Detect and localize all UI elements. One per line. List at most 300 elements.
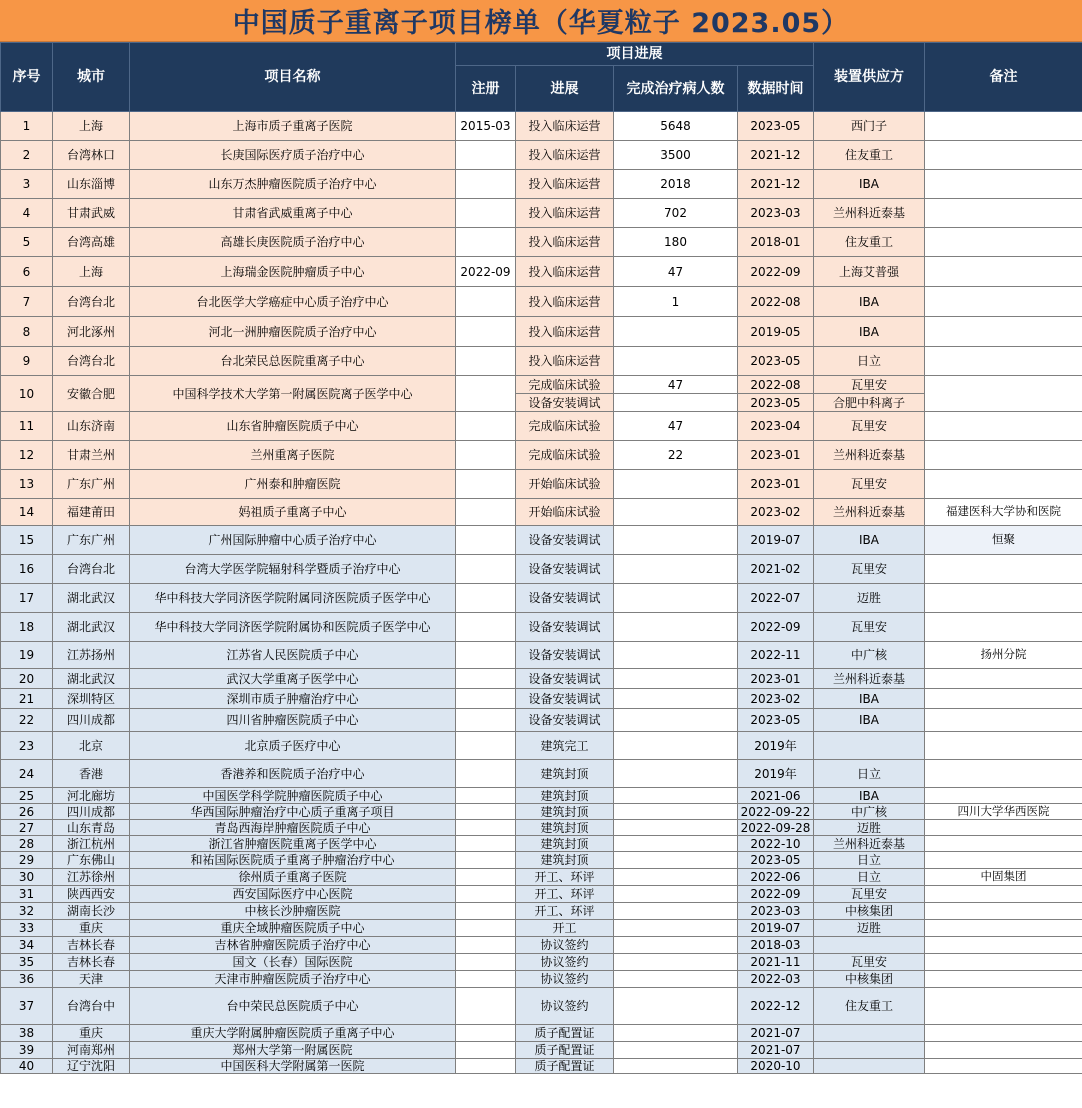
cell-reg: [456, 642, 516, 669]
cell-name: 台北荣民总医院重离子中心: [130, 347, 456, 376]
table-row: [1, 852, 1082, 869]
cell-city: 山东青岛: [53, 820, 130, 836]
cell-sup: IBA: [814, 287, 925, 317]
cell-city: 台湾台中: [53, 988, 130, 1025]
cell-prog: 开工、环评: [516, 903, 614, 920]
cell-note: [925, 170, 1082, 199]
cell-city: 上海: [53, 257, 130, 287]
cell-prog: 开工、环评: [516, 869, 614, 886]
cell-city: 湖北武汉: [53, 584, 130, 613]
cell-pat: [614, 669, 738, 689]
cell-name: 中核长沙肿瘤医院: [130, 903, 456, 920]
cell-sup: IBA: [814, 689, 925, 709]
cell-no: 15: [1, 526, 53, 555]
cell-no: 6: [1, 257, 53, 287]
cell-reg: [456, 886, 516, 903]
cell-pat: [614, 804, 738, 820]
cell-pat: 47: [614, 412, 738, 441]
cell-pat: [614, 937, 738, 954]
cell-note: [925, 1059, 1082, 1074]
cell-sup: 兰州科近泰基: [814, 441, 925, 470]
cell-city: 甘肃武威: [53, 199, 130, 228]
cell-reg: [456, 760, 516, 788]
table-row: [1, 788, 1082, 804]
cell-city: 深圳特区: [53, 689, 130, 709]
cell-no: 37: [1, 988, 53, 1025]
cell-name: 西安国际医疗中心医院: [130, 886, 456, 903]
cell-reg: [456, 869, 516, 886]
cell-time: 2023-01: [738, 470, 814, 499]
cell-note: [925, 112, 1082, 141]
cell-note: [925, 836, 1082, 852]
table-row: [1, 441, 1082, 470]
cell-name: 河北一洲肿瘤医院质子治疗中心: [130, 317, 456, 347]
cell-note: [925, 347, 1082, 376]
cell-note: [925, 937, 1082, 954]
table-body: [1, 112, 1082, 1074]
cell-sup: 中核集团: [814, 971, 925, 988]
cell-note: [925, 584, 1082, 613]
cell-pat: [614, 555, 738, 584]
cell-sup: 迈胜: [814, 820, 925, 836]
cell-time: 2022-09-28: [738, 820, 814, 836]
cell-name: 中国医科大学附属第一医院: [130, 1059, 456, 1074]
cell-prog: 开工、环评: [516, 886, 614, 903]
cell-sup: 中广核: [814, 804, 925, 820]
cell-time: 2023-02: [738, 689, 814, 709]
cell-name: 深圳市质子肿瘤治疗中心: [130, 689, 456, 709]
cell-sup: IBA: [814, 709, 925, 732]
cell-name: 台湾大学医学院辐射科学暨质子治疗中心: [130, 555, 456, 584]
cell-prog: 开工: [516, 920, 614, 937]
cell-sup: [814, 732, 925, 760]
cell-name: 郑州大学第一附属医院: [130, 1042, 456, 1059]
table-row: [1, 937, 1082, 954]
cell-city: 北京: [53, 732, 130, 760]
cell-sup: 瓦里安: [814, 555, 925, 584]
cell-pat: [614, 869, 738, 886]
cell-no: 4: [1, 199, 53, 228]
cell-name: 华西国际肿瘤治疗中心质子重离子项目: [130, 804, 456, 820]
cell-time: 2021-07: [738, 1025, 814, 1042]
table-row: [1, 1059, 1082, 1074]
cell-reg: [456, 937, 516, 954]
cell-city: 甘肃兰州: [53, 441, 130, 470]
cell-pat: [614, 760, 738, 788]
cell-time: 2022-08: [738, 287, 814, 317]
cell-note: [925, 689, 1082, 709]
cell-name: 香港养和医院质子治疗中心: [130, 760, 456, 788]
cell-reg: [456, 199, 516, 228]
cell-name: 和祐国际医院质子重离子肿瘤治疗中心: [130, 852, 456, 869]
cell-no: 9: [1, 347, 53, 376]
cell-note: [925, 376, 1082, 412]
cell-name: 北京质子医疗中心: [130, 732, 456, 760]
table-row: [1, 920, 1082, 937]
cell-time: 2023-05: [738, 394, 814, 412]
cell-note: [925, 732, 1082, 760]
cell-no: 5: [1, 228, 53, 257]
table-row: [1, 1042, 1082, 1059]
table-row: [1, 317, 1082, 347]
cell-time: 2021-11: [738, 954, 814, 971]
cell-city: 广东广州: [53, 470, 130, 499]
cell-prog: 完成临床试验: [516, 376, 614, 394]
cell-note: [925, 317, 1082, 347]
header-index: 序号: [1, 43, 53, 112]
cell-city: 浙江杭州: [53, 836, 130, 852]
table-row: [1, 886, 1082, 903]
cell-pat: 47: [614, 376, 738, 394]
cell-note: [925, 441, 1082, 470]
cell-reg: [456, 820, 516, 836]
cell-city: 山东济南: [53, 412, 130, 441]
cell-prog: 完成临床试验: [516, 412, 614, 441]
cell-name: 华中科技大学同济医学院附属协和医院质子医学中心: [130, 613, 456, 642]
cell-time: 2022-09-22: [738, 804, 814, 820]
cell-sup: 迈胜: [814, 920, 925, 937]
cell-prog: 质子配置证: [516, 1025, 614, 1042]
cell-name: 山东万杰肿瘤医院质子治疗中心: [130, 170, 456, 199]
cell-note: [925, 470, 1082, 499]
table-row: [1, 584, 1082, 613]
cell-prog: 协议签约: [516, 971, 614, 988]
cell-pat: 1: [614, 287, 738, 317]
cell-time: 2021-12: [738, 170, 814, 199]
cell-pat: [614, 613, 738, 642]
cell-prog: 建筑封顶: [516, 836, 614, 852]
cell-name: 广州泰和肿瘤医院: [130, 470, 456, 499]
cell-note: [925, 555, 1082, 584]
table-row: [1, 642, 1082, 669]
cell-note: [925, 886, 1082, 903]
cell-sup: 住友重工: [814, 228, 925, 257]
cell-name: 天津市肿瘤医院质子治疗中心: [130, 971, 456, 988]
cell-reg: [456, 788, 516, 804]
cell-sup: 住友重工: [814, 141, 925, 170]
cell-name: 国文（长春）国际医院: [130, 954, 456, 971]
cell-prog: 建筑封顶: [516, 820, 614, 836]
cell-prog: 投入临床运营: [516, 141, 614, 170]
cell-no: 8: [1, 317, 53, 347]
cell-note: [925, 1042, 1082, 1059]
header-patients: 完成治疗病人数: [614, 66, 738, 112]
cell-reg: [456, 317, 516, 347]
table-row: [1, 228, 1082, 257]
cell-pat: [614, 1042, 738, 1059]
cell-prog: 质子配置证: [516, 1042, 614, 1059]
cell-city: 上海: [53, 112, 130, 141]
cell-time: 2018-01: [738, 228, 814, 257]
cell-prog: 设备安装调试: [516, 709, 614, 732]
cell-pat: 47: [614, 257, 738, 287]
cell-time: 2022-08: [738, 376, 814, 394]
cell-city: 台湾台北: [53, 347, 130, 376]
cell-sup: 上海艾普强: [814, 257, 925, 287]
cell-time: 2022-12: [738, 988, 814, 1025]
cell-pat: 180: [614, 228, 738, 257]
cell-name: 四川省肿瘤医院质子中心: [130, 709, 456, 732]
cell-pat: [614, 886, 738, 903]
table-row: [1, 1025, 1082, 1042]
cell-no: 19: [1, 642, 53, 669]
cell-no: 39: [1, 1042, 53, 1059]
cell-prog: 投入临床运营: [516, 287, 614, 317]
cell-note: [925, 954, 1082, 971]
cell-no: 25: [1, 788, 53, 804]
cell-reg: [456, 836, 516, 852]
table-row: [1, 526, 1082, 555]
cell-city: 香港: [53, 760, 130, 788]
cell-prog: 建筑封顶: [516, 852, 614, 869]
cell-city: 吉林长春: [53, 937, 130, 954]
cell-prog: 开始临床试验: [516, 470, 614, 499]
cell-pat: [614, 642, 738, 669]
cell-no: 18: [1, 613, 53, 642]
cell-name: 兰州重离子医院: [130, 441, 456, 470]
cell-note: 四川大学华西医院: [925, 804, 1082, 820]
cell-prog: 投入临床运营: [516, 317, 614, 347]
cell-name: 华中科技大学同济医学院附属同济医院质子医学中心: [130, 584, 456, 613]
header-data-time: 数据时间: [738, 66, 814, 112]
cell-city: 四川成都: [53, 709, 130, 732]
cell-pat: [614, 836, 738, 852]
cell-time: 2022-09: [738, 886, 814, 903]
cell-no: 13: [1, 470, 53, 499]
cell-city: 四川成都: [53, 804, 130, 820]
cell-note: [925, 287, 1082, 317]
cell-city: 天津: [53, 971, 130, 988]
cell-pat: [614, 499, 738, 526]
cell-note: [925, 709, 1082, 732]
cell-time: 2019年: [738, 760, 814, 788]
cell-city: 广东佛山: [53, 852, 130, 869]
cell-no: 11: [1, 412, 53, 441]
cell-no: 35: [1, 954, 53, 971]
cell-pat: [614, 347, 738, 376]
cell-city: 安徽合肥: [53, 376, 130, 412]
cell-name: 浙江省肿瘤医院重离子医学中心: [130, 836, 456, 852]
cell-note: [925, 257, 1082, 287]
cell-city: 广东广州: [53, 526, 130, 555]
table-row: [1, 760, 1082, 788]
cell-no: 23: [1, 732, 53, 760]
cell-time: 2021-06: [738, 788, 814, 804]
cell-sup: 日立: [814, 852, 925, 869]
cell-reg: [456, 228, 516, 257]
cell-reg: [456, 376, 516, 412]
table-row: [1, 836, 1082, 852]
cell-reg: [456, 852, 516, 869]
cell-city: 重庆: [53, 920, 130, 937]
cell-pat: [614, 820, 738, 836]
cell-no: 1: [1, 112, 53, 141]
cell-pat: [614, 988, 738, 1025]
cell-reg: [456, 954, 516, 971]
cell-note: [925, 228, 1082, 257]
cell-prog: 建筑封顶: [516, 788, 614, 804]
cell-reg: [456, 1059, 516, 1074]
cell-sup: 中核集团: [814, 903, 925, 920]
project-table: [0, 42, 1082, 1074]
cell-name: 高雄长庚医院质子治疗中心: [130, 228, 456, 257]
cell-prog: 建筑封顶: [516, 804, 614, 820]
cell-name: 长庚国际医疗质子治疗中心: [130, 141, 456, 170]
cell-prog: 投入临床运营: [516, 347, 614, 376]
cell-reg: [456, 732, 516, 760]
header-supplier: 装置供应方: [814, 43, 925, 112]
table-row: [1, 732, 1082, 760]
cell-note: [925, 788, 1082, 804]
cell-prog: 完成临床试验: [516, 441, 614, 470]
cell-pat: [614, 788, 738, 804]
cell-city: 江苏徐州: [53, 869, 130, 886]
cell-prog: 设备安装调试: [516, 584, 614, 613]
table-row: [1, 347, 1082, 376]
cell-pat: [614, 732, 738, 760]
cell-time: 2021-12: [738, 141, 814, 170]
cell-pat: 22: [614, 441, 738, 470]
cell-pat: [614, 317, 738, 347]
table-title: 中国质子重离子项目榜单（华夏粒子 2023.05）: [0, 0, 1082, 42]
cell-time: 2022-09: [738, 613, 814, 642]
cell-sup: 迈胜: [814, 584, 925, 613]
cell-city: 江苏扬州: [53, 642, 130, 669]
cell-name: 中国医学科学院肿瘤医院质子中心: [130, 788, 456, 804]
cell-city: 湖北武汉: [53, 669, 130, 689]
cell-prog: 建筑封顶: [516, 760, 614, 788]
header-project: 项目名称: [130, 43, 456, 112]
cell-reg: [456, 555, 516, 584]
cell-time: 2023-03: [738, 199, 814, 228]
cell-city: 福建莆田: [53, 499, 130, 526]
cell-note: [925, 141, 1082, 170]
table-row: [1, 903, 1082, 920]
cell-pat: [614, 584, 738, 613]
cell-prog: 设备安装调试: [516, 642, 614, 669]
cell-pat: [614, 971, 738, 988]
cell-city: 辽宁沈阳: [53, 1059, 130, 1074]
cell-city: 河北廊坊: [53, 788, 130, 804]
cell-sup: 西门子: [814, 112, 925, 141]
cell-pat: [614, 852, 738, 869]
table-row: [1, 988, 1082, 1025]
cell-city: 台湾台北: [53, 287, 130, 317]
table-row: [1, 804, 1082, 820]
cell-reg: [456, 441, 516, 470]
cell-city: 湖北武汉: [53, 613, 130, 642]
table-row: [1, 689, 1082, 709]
table-row: [1, 412, 1082, 441]
cell-note: [925, 412, 1082, 441]
table-row: [1, 499, 1082, 526]
cell-no: 24: [1, 760, 53, 788]
cell-no: 29: [1, 852, 53, 869]
cell-reg: [456, 988, 516, 1025]
cell-time: 2019-07: [738, 920, 814, 937]
header-progress-group: 项目进展: [456, 43, 814, 66]
cell-sup: 兰州科近泰基: [814, 836, 925, 852]
cell-prog: 开始临床试验: [516, 499, 614, 526]
cell-prog: 设备安装调试: [516, 526, 614, 555]
cell-note: 扬州分院: [925, 642, 1082, 669]
cell-note: [925, 760, 1082, 788]
cell-reg: [456, 920, 516, 937]
cell-reg: [456, 613, 516, 642]
cell-time: 2019-05: [738, 317, 814, 347]
cell-reg: [456, 412, 516, 441]
header-progress: 进展: [516, 66, 614, 112]
cell-time: 2022-11: [738, 642, 814, 669]
cell-note: 中固集团: [925, 869, 1082, 886]
cell-time: 2023-03: [738, 903, 814, 920]
cell-pat: 702: [614, 199, 738, 228]
table-row: [1, 470, 1082, 499]
cell-city: 吉林长春: [53, 954, 130, 971]
cell-reg: 2015-03: [456, 112, 516, 141]
cell-sup: 瓦里安: [814, 376, 925, 394]
cell-reg: [456, 669, 516, 689]
cell-reg: [456, 689, 516, 709]
cell-prog: 投入临床运营: [516, 199, 614, 228]
header-city: 城市: [53, 43, 130, 112]
cell-reg: [456, 470, 516, 499]
cell-sup: IBA: [814, 170, 925, 199]
cell-name: 青岛西海岸肿瘤医院质子中心: [130, 820, 456, 836]
table-row: [1, 112, 1082, 141]
cell-pat: [614, 1059, 738, 1074]
cell-sup: IBA: [814, 317, 925, 347]
cell-reg: 2022-09: [456, 257, 516, 287]
cell-note: [925, 1025, 1082, 1042]
cell-pat: [614, 394, 738, 412]
cell-time: 2023-05: [738, 347, 814, 376]
cell-time: 2022-09: [738, 257, 814, 287]
cell-no: 27: [1, 820, 53, 836]
cell-sup: 日立: [814, 869, 925, 886]
cell-sup: 日立: [814, 760, 925, 788]
cell-reg: [456, 170, 516, 199]
cell-time: 2023-01: [738, 441, 814, 470]
cell-prog: 投入临床运营: [516, 257, 614, 287]
cell-no: 28: [1, 836, 53, 852]
table-row: [1, 869, 1082, 886]
cell-city: 山东淄博: [53, 170, 130, 199]
cell-name: 徐州质子重离子医院: [130, 869, 456, 886]
cell-name: 武汉大学重离子医学中心: [130, 669, 456, 689]
cell-no: 20: [1, 669, 53, 689]
cell-prog: 质子配置证: [516, 1059, 614, 1074]
cell-time: 2023-01: [738, 669, 814, 689]
cell-city: 重庆: [53, 1025, 130, 1042]
cell-pat: 2018: [614, 170, 738, 199]
cell-no: 32: [1, 903, 53, 920]
cell-prog: 投入临床运营: [516, 112, 614, 141]
cell-time: 2021-07: [738, 1042, 814, 1059]
cell-note: [925, 669, 1082, 689]
cell-no: 14: [1, 499, 53, 526]
cell-city: 陕西西安: [53, 886, 130, 903]
table-row: [1, 613, 1082, 642]
cell-no: 2: [1, 141, 53, 170]
cell-note: 福建医科大学协和医院: [925, 499, 1082, 526]
cell-no: 22: [1, 709, 53, 732]
cell-prog: 设备安装调试: [516, 689, 614, 709]
cell-pat: [614, 903, 738, 920]
cell-reg: [456, 584, 516, 613]
cell-time: 2019年: [738, 732, 814, 760]
cell-reg: [456, 141, 516, 170]
